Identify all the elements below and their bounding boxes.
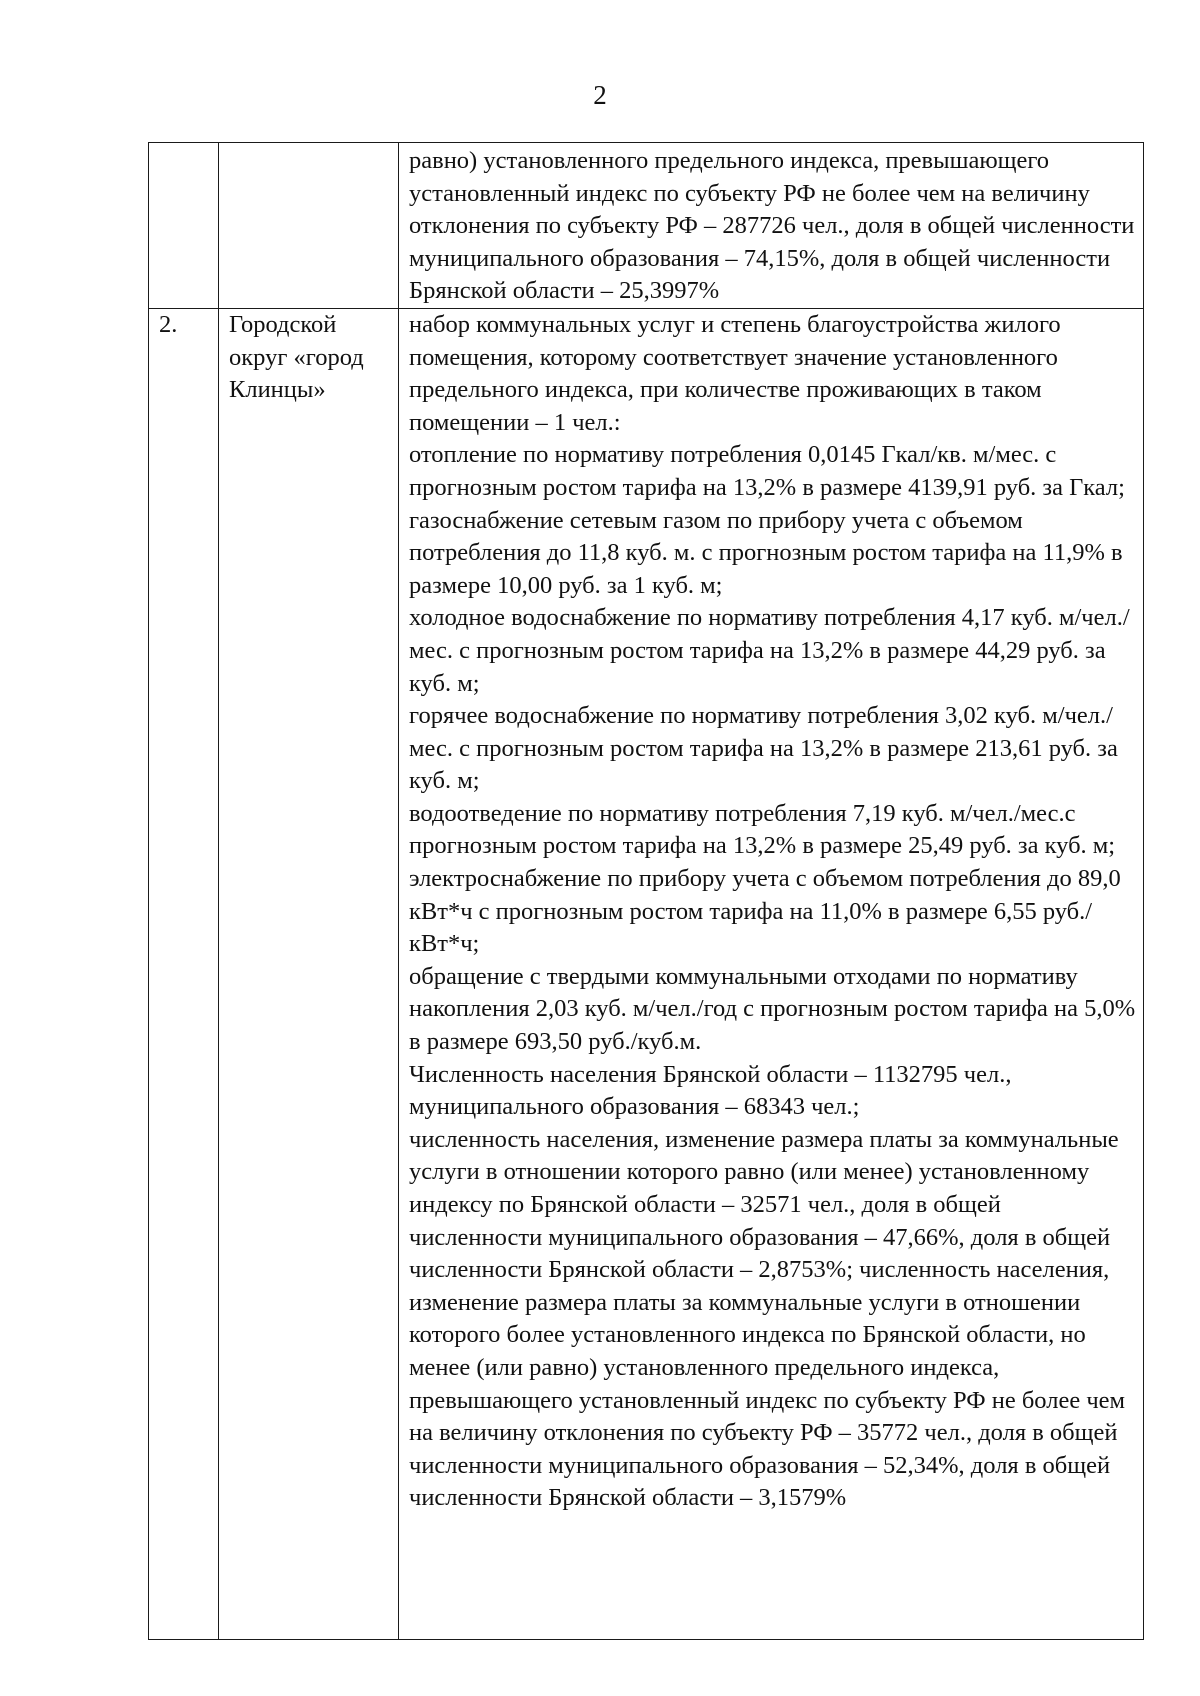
table-row [149, 143, 1144, 309]
page-number: 2 [593, 80, 607, 110]
description-cell [399, 143, 1144, 309]
municipality-name-cell [219, 143, 399, 309]
population-share-line: численность населения, изменение размера платы за коммунальные услуги в отношении которого равно (или менее) установленному индексу по Брянской области – 32571 чел., доля в общей численности муниципального образования – 47,66%, доля в общей численности Брянской области – 2,8753%; численность населения, изменение размера платы за коммунальные услуги в отношении которого более установленного индекса по Брянской области, но менее (или равно) установленного предельного индекса, превышающего установленный индекс по субъекту РФ не более чем на величину отклонения по субъекту РФ – 35772 чел., доля в общей численности муниципального образования – 52,34%, доля в общей численности Брянской области – 3,1579% [409, 1125, 1126, 1512]
description-cell [399, 308, 1144, 1639]
table-row [149, 308, 1144, 1639]
row-number-cell [149, 143, 219, 309]
housing-set-line: набор коммунальных услуг и степень благоустройства жилого помещения, которому соответствует значение установленного предельного индекса, при количестве проживающих в таком помещении – 1 чел.: [409, 310, 1061, 436]
population-line: Численность населения Брянской области – 1132795 чел., муниципального образования – 68343 чел.; [409, 1060, 1012, 1121]
sewerage-line: водоотведение по нормативу потребления 7,19 куб. м/чел./мес.с прогнозным ростом тарифа на 13,2% в размере 25,49 руб. за куб. м; [409, 799, 1116, 860]
electricity-line: электроснабжение по прибору учета с объемом потребления до 89,0 кВт*ч с прогнозным ростом тарифа на 11,0% в размере 6,55 руб./кВт*ч; [409, 865, 1121, 958]
hot-water-line: горячее водоснабжение по нормативу потребления 3,02 куб. м/чел./мес. с прогнозным ростом тарифа на 13,2% в размере 213,61 руб. за куб. м; [409, 702, 1118, 795]
cold-water-line: холодное водоснабжение по нормативу потребления 4,17 куб. м/чел./мес. с прогнозным ростом тарифа на 13,2% в размере 44,29 руб. за куб. м; [409, 604, 1130, 697]
heating-line: отопление по нормативу потребления 0,0145 Гкал/кв. м/мес. с прогнозным ростом тарифа на 13,2% в размере 4139,91 руб. за Гкал; [409, 441, 1125, 501]
gas-supply-line: газоснабжение сетевым газом по прибору учета с объемом потребления до 11,8 куб. м. с прогнозным ростом тарифа на 11,9% в размере 10,00 руб. за 1 куб. м; [409, 506, 1123, 599]
solid-waste-line: обращение с твердыми коммунальными отходами по нормативу накопления 2,03 куб. м/чел./год с прогнозным ростом тарифа на 5,0% в размере 693,50 руб./куб.м. [409, 962, 1136, 1056]
tariff-table [148, 142, 1144, 1640]
row-number-cell: 2. [149, 308, 219, 1639]
description-line: равно) установленного предельного индекса, превышающего установленный индекс по субъекту РФ не более чем на величину отклонения по субъекту РФ – 287726 чел., доля в общей численности муниципального образования – 74,15%, доля в общей численности Брянской области – 25,3997% [409, 147, 1135, 305]
municipality-name-cell: Городской округ «город Клинцы» [219, 308, 399, 1639]
